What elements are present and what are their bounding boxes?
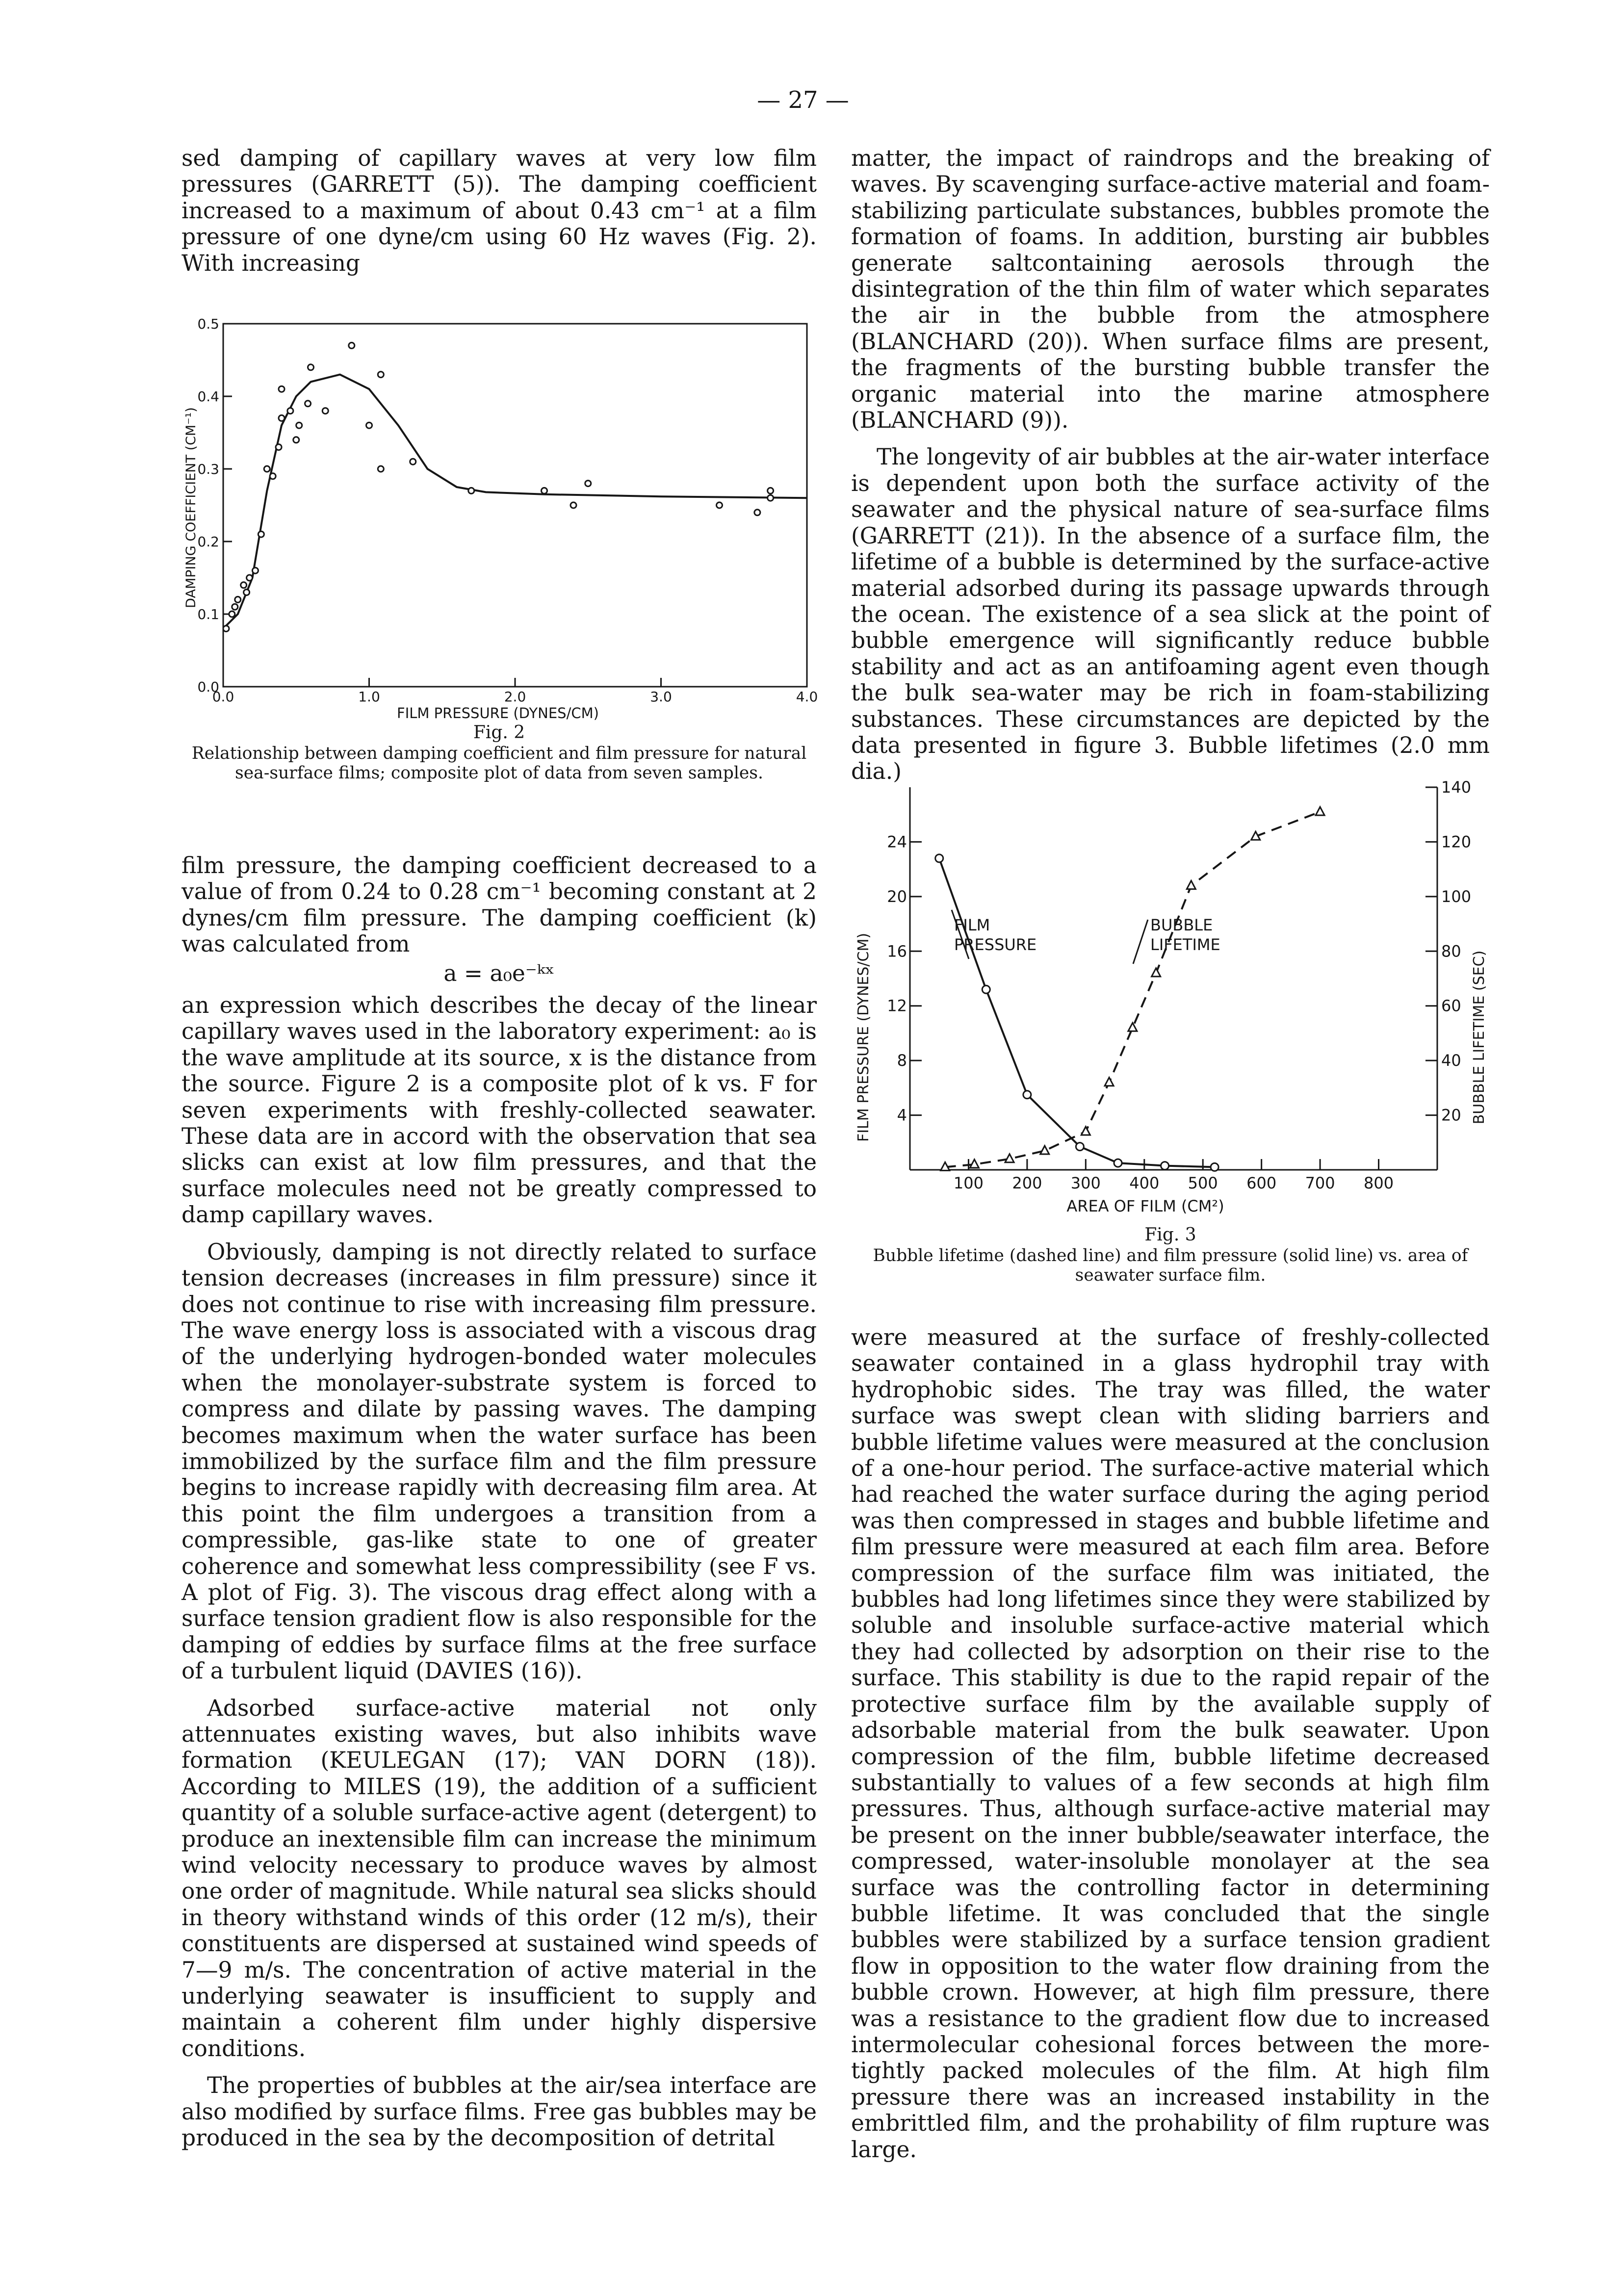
fig3-caption-block xyxy=(851,1224,1490,1285)
fig2-data-point xyxy=(305,401,311,407)
fig2-y-tick-label: 0.0 xyxy=(197,679,219,695)
right-column-top xyxy=(851,145,1490,785)
fig3-yr-tick-label: 20 xyxy=(1441,1106,1461,1125)
fig3-x-tick-label: 200 xyxy=(1012,1174,1042,1192)
right-column-body xyxy=(851,1324,1490,2163)
fig3-ylabel-right: BUBBLE LIFETIME (SEC) xyxy=(1471,950,1488,1125)
fig3-x-tick-label: 800 xyxy=(1364,1174,1394,1192)
fig2-data-point xyxy=(244,590,250,595)
fig3-markers xyxy=(935,807,1324,1171)
fig2-data-point xyxy=(542,488,547,493)
fig3-number: Fig. 3 xyxy=(1144,1225,1196,1245)
fig2-caption-block xyxy=(181,722,817,783)
fig3-yr-tick-label: 60 xyxy=(1441,996,1461,1015)
fig3-bubble-lifetime-point xyxy=(1128,1023,1137,1031)
fig2-caption: Relationship between damping coefficient and film pressure for natural sea-surface films; composite plot of data from seven samples. xyxy=(191,744,807,783)
fig2-y-tick-label: 0.4 xyxy=(197,388,219,405)
fig2-data-point xyxy=(279,415,285,421)
fig3-bubble-lifetime-point xyxy=(1152,968,1161,977)
fig3-series-label-bubble: BUBBLE xyxy=(1150,916,1213,934)
fig2-number: Fig. 2 xyxy=(473,722,525,743)
fig3-bubble-label-pointer xyxy=(1133,920,1148,964)
fig2-data-point xyxy=(768,488,774,493)
fig3-film-pressure-point xyxy=(1161,1162,1169,1170)
fig3-film-pressure-point xyxy=(1211,1163,1218,1171)
fig2-data-point xyxy=(296,422,302,428)
fig3-bubble-lifetime-line xyxy=(945,812,1320,1167)
fig2-data-point xyxy=(241,582,247,588)
fig3-bubble-lifetime-point xyxy=(1105,1078,1114,1086)
fig2-data-point xyxy=(276,444,282,450)
fig2-chart xyxy=(181,314,819,721)
paragraph: The properties of bubbles at the air/sea interface are also modified by surface films. Free gas bubbles may be produced in the sea by the decomposition of detrital xyxy=(181,2072,817,2151)
fig2-xlabel: FILM PRESSURE (DYNES/CM) xyxy=(397,705,599,721)
fig2-data-point xyxy=(232,604,238,610)
paragraph: were measured at the surface of freshly-collected seawater contained in a glass hydrophil tray with hydrophobic sides. The tray was filled, the water surface was swept clean with sliding barriers and bubble lifetime values were measured at the conclusion of a one-hour period. The surface-active material which had reached the water surface during the aging period was then compressed in stages and bubble lifetime and film pressure were measured at each film area. Before compression of the surface film was initiated, the bubbles had long lifetimes since they were stabilized by soluble and insoluble surface-active material which they had collected by adsorption on their rise to the surface. This stability is due to the rapid repair of the protective surface film by the available supply of adsorbable material from the bulk seawater. Upon compression of the film, bubble lifetime decreased substantially to values of a few seconds at high film pressures. Thus, although surface-active material may be present on the inner bubble/seawater interface, the compressed, water-insoluble monolayer at the sea surface was the controlling factor in determining bubble lifetime. It was concluded that the single bubbles were stabilized by a surface tension gradient flow in opposition to the water flow draining from the bubble crown. However, at high film pressure, there was a resistance to the gradient flow due to increased intermolecular cohesional forces between the more-tightly packed molecules of the film. At high film pressure there was an increased instability in the embrittled film, and the prohability of film rupture was large. xyxy=(851,1324,1490,2163)
left-column-body xyxy=(181,852,817,2151)
fig2-x-tick-label: 4.0 xyxy=(796,689,818,705)
paragraph: an expression which describes the decay of the linear capillary waves used in the laboratory experiment: a₀ is the wave amplitude at its source, x is the distance from the source. Figure 2 is a composite plot of k vs. F for seven experiments with freshly-collected seawater. These data are in accord with the observation that sea slicks can exist at low film pressures, and that the surface molecules need not be greatly compressed to damp capillary waves. xyxy=(181,992,817,1228)
fig3-xlabel: AREA OF FILM (CM²) xyxy=(1066,1197,1224,1215)
fig3-yl-tick-label: 8 xyxy=(897,1051,907,1070)
paragraph: matter, the impact of raindrops and the breaking of waves. By scavenging surface-active material and foam-stabilizing particulate substances, bubbles promote the formation of foams. In addition, bursting air bubbles generate saltcontaining aerosols through the disintegration of the thin film of water which separates the air in the bubble from the atmosphere (BLANCHARD (20)). When surface films are present, the fragments of the bursting bubble transfer the organic material into the marine atmosphere (BLANCHARD (9)). xyxy=(851,145,1490,434)
fig2-x-tick-label: 2.0 xyxy=(504,689,526,705)
fig3-series-label-film: FILM xyxy=(954,916,990,934)
fig2-data-point xyxy=(279,386,285,392)
fig2-data-point xyxy=(378,372,384,378)
fig3-bubble-lifetime-point xyxy=(1187,881,1195,889)
fig2-data-point xyxy=(229,611,235,617)
fig3-axes xyxy=(887,778,1471,1192)
fig2-data-point xyxy=(293,437,299,443)
fig3-x-tick-label: 600 xyxy=(1246,1174,1277,1192)
left-column-top xyxy=(181,145,817,276)
fig3-x-tick-label: 500 xyxy=(1188,1174,1218,1192)
fig2-data-point xyxy=(570,502,576,508)
fig2-data-point xyxy=(264,466,270,472)
fig2-data-point xyxy=(247,575,253,581)
fig2-data-point xyxy=(717,502,723,508)
fig2-data-point xyxy=(366,422,372,428)
fig3-yl-tick-label: 20 xyxy=(887,887,907,906)
fig3-yr-tick-label: 140 xyxy=(1441,778,1472,797)
fig3-film-pressure-point xyxy=(982,985,990,993)
fig3-yl-tick-label: 16 xyxy=(887,942,907,961)
fig3-yr-tick-label: 100 xyxy=(1441,887,1472,906)
paragraph: Obviously, damping is not directly related to surface tension decreases (increases in film pressure) since it does not continue to rise with increasing film pressure. The wave energy loss is associated with a viscous drag of the underlying hydrogen-bonded water molecules when the monolayer-substrate system is forced to compress and dilate by passing waves. The damping becomes maximum when the water surface has been immobilized by the surface film and the film pressure begins to increase rapidly with decreasing film area. At this point the film undergoes a transition from a compressible, gas-like state to one of greater coherence and somewhat less compressibility (see F vs. A plot of Fig. 3). The viscous drag effect along with a surface tension gradient flow is also responsible for the damping of eddies by surface films at the free surface of a turbulent liquid (DAVIES (16)). xyxy=(181,1238,817,1684)
fig2-y-tick-label: 0.3 xyxy=(197,461,219,477)
fig3-lines xyxy=(939,812,1320,1167)
fig2-data-point xyxy=(258,531,264,537)
fig2-data-point xyxy=(468,488,474,493)
fig3-bubble-lifetime-point xyxy=(1081,1127,1090,1135)
fig2-x-tick-label: 3.0 xyxy=(650,689,672,705)
fig3-film-pressure-point xyxy=(935,854,943,862)
fig3-series-label-bubble2: LIFETIME xyxy=(1150,935,1220,954)
fig2-x-tick-label: 0.0 xyxy=(212,689,234,705)
paragraph: film pressure, the damping coefficient decreased to a value of from 0.24 to 0.28 cm⁻¹ becoming constant at 2 dynes/cm film pressure. The damping coefficient (k) was calculated from xyxy=(181,852,817,957)
fig3-x-tick-label: 100 xyxy=(953,1174,984,1192)
fig2-data-point xyxy=(754,510,760,516)
paragraph: The longevity of air bubbles at the air-water interface is dependent upon both the surface activity of the seawater and the physical nature of sea-surface films (GARRETT (21)). In the absence of a surface film, the lifetime of a bubble is determined by the surface-active material adsorbed during its passage upwards through the ocean. The existence of a sea slick at the point of bubble emergence will significantly reduce bubble stability and act as an antifoaming agent even though the bulk sea-water may be rich in foam-stabilizing substances. These circumstances are depicted by the data presented in figure 3. Bubble lifetimes (2.0 mm dia.) xyxy=(851,444,1490,785)
fig3-bubble-lifetime-point xyxy=(970,1160,979,1168)
fig2-ylabel: DAMPING COEFFICIENT (CM⁻¹) xyxy=(183,407,199,608)
fig3-film-pressure-point xyxy=(1023,1091,1031,1099)
fig3-chart xyxy=(851,777,1494,1224)
fig2-data-point xyxy=(322,408,328,414)
fig2-y-tick-label: 0.5 xyxy=(197,316,219,332)
paragraph: Adsorbed surface-active material not only attennuates existing waves, but also inhibits wave formation (KEULEGAN (17); VAN DORN (18)). According to MILES (19), the addition of a sufficient quantity of a soluble surface-active agent (detergent) to produce an inextensible film can increase the minimum wind velocity necessary to produce waves by almost one order of magnitude. While natural sea slicks should in theory withstand winds of this order (12 m/s), their constituents are dispersed at sustained wind speeds of 7—9 m/s. The concentration of active material in the underlying seawater is insufficient to supply and maintain a coherent film under highly dispersive conditions. xyxy=(181,1695,817,2062)
fig3-film-pressure-point xyxy=(1076,1143,1084,1151)
fig2-data-point xyxy=(378,466,384,472)
fig3-bubble-lifetime-point xyxy=(1316,807,1324,815)
fig3-ylabel-left: FILM PRESSURE (DYNES/CM) xyxy=(855,932,872,1142)
fig3-film-pressure-point xyxy=(1114,1159,1122,1167)
fig2-axes xyxy=(197,316,818,705)
fig3-yr-tick-label: 80 xyxy=(1441,942,1461,961)
fig2-data-point xyxy=(235,596,241,602)
fig3-yl-tick-label: 4 xyxy=(897,1106,907,1125)
fig3-yr-tick-label: 120 xyxy=(1441,832,1472,851)
fig2-y-tick-label: 0.2 xyxy=(197,534,219,550)
fig3-x-tick-label: 400 xyxy=(1129,1174,1160,1192)
fig3-bubble-lifetime-point xyxy=(1005,1154,1014,1162)
equation: a = a₀e⁻ᵏˣ xyxy=(443,960,555,986)
fig3-yl-tick-label: 12 xyxy=(887,996,907,1015)
fig3-film-pressure-line xyxy=(939,858,1215,1167)
fig2-data-point xyxy=(585,481,591,487)
fig3-yr-tick-label: 40 xyxy=(1441,1051,1461,1070)
fig2-data-point xyxy=(410,459,416,464)
fig3-caption: Bubble lifetime (dashed line) and film pressure (solid line) vs. area of seawater surface film. xyxy=(873,1246,1468,1285)
fig2-x-tick-label: 1.0 xyxy=(358,689,380,705)
fig3-yl-tick-label: 24 xyxy=(887,832,907,851)
fig2-data-point xyxy=(308,364,314,370)
fig2-data-point xyxy=(223,626,229,632)
fig2-data-point xyxy=(349,342,355,348)
fig2-data-point xyxy=(252,568,258,573)
paragraph: sed damping of capillary waves at very low film pressures (GARRETT (5)). The damping coefficient increased to a maximum of about 0.43 cm⁻¹ at a film pressure of one dyne/cm using 60 Hz waves (Fig. 2). With increasing xyxy=(181,145,817,276)
fig3-x-tick-label: 300 xyxy=(1070,1174,1101,1192)
page-number: — 27 — xyxy=(757,86,849,114)
fig2-data-point xyxy=(768,495,774,501)
fig2-data-point xyxy=(270,473,276,479)
fig3-series-label-film2: PRESSURE xyxy=(954,935,1037,954)
fig2-data-point xyxy=(287,408,293,414)
fig3-x-tick-label: 700 xyxy=(1305,1174,1335,1192)
fig2-y-tick-label: 0.1 xyxy=(197,606,219,622)
fig3-bubble-lifetime-point xyxy=(1040,1146,1049,1154)
